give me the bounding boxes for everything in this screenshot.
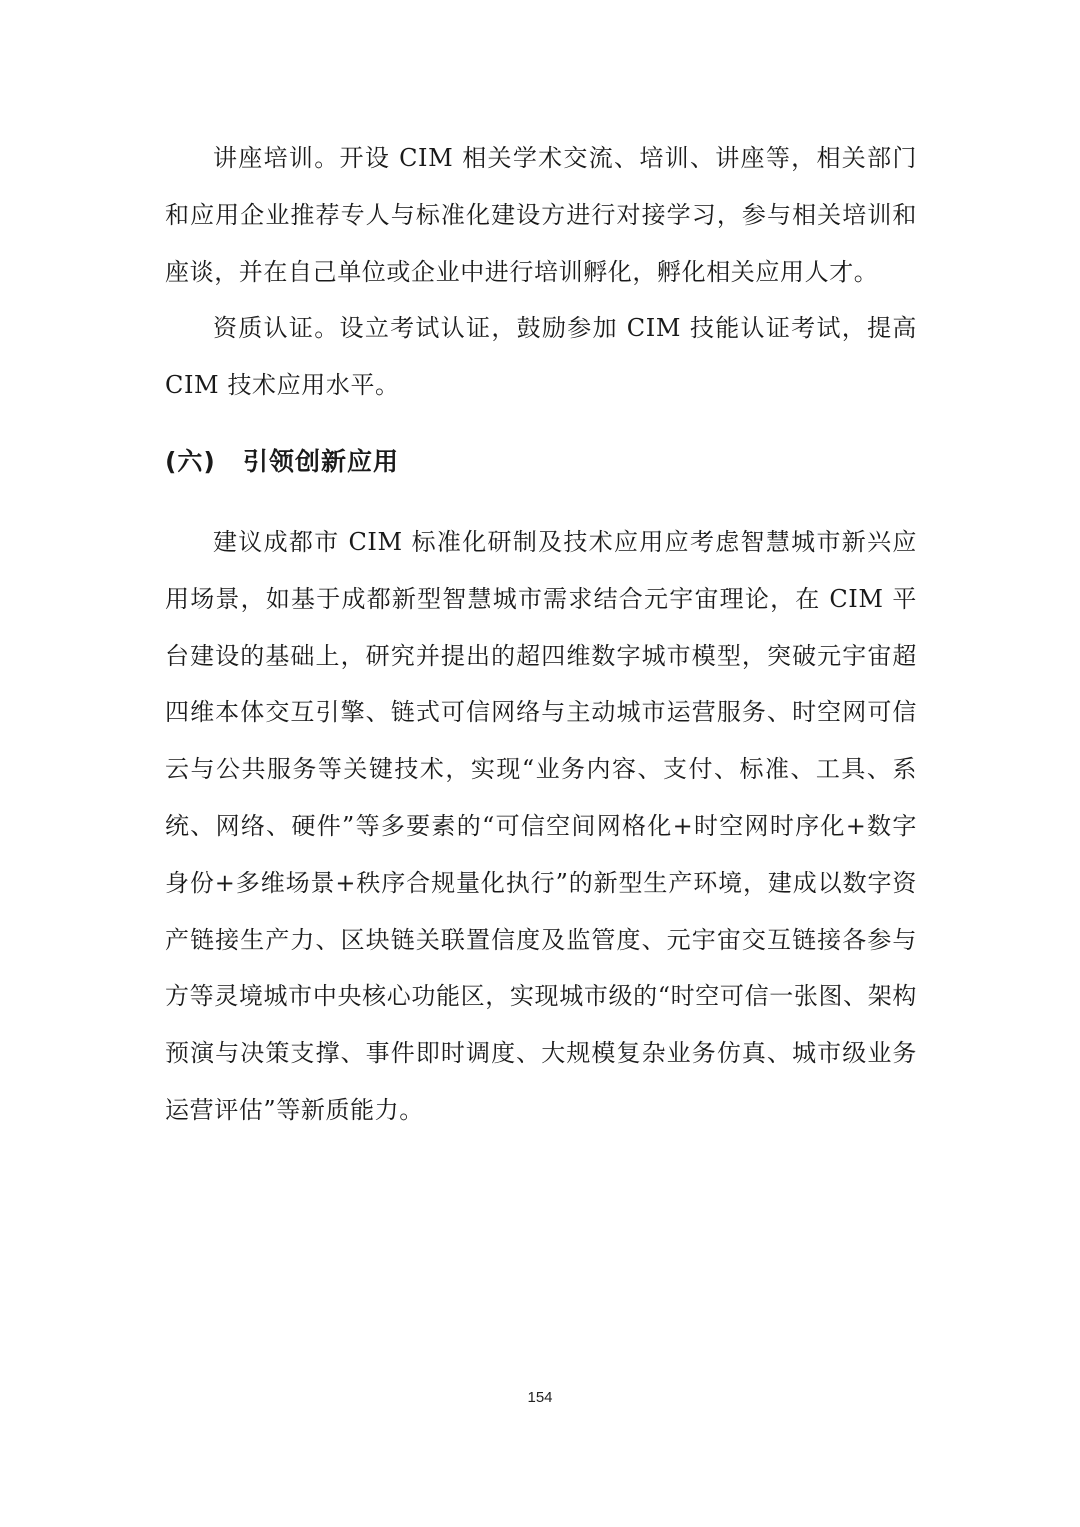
paragraph-innovation-application: 建议成都市 CIM 标准化研制及技术应用应考虑智慧城市新兴应用场景，如基于成都新型智慧城市需求结合元宇宙理论，在 CIM 平台建设的基础上，研究并提出的超四维数字城市模型，突破元宇宙超四维本体交互引擎、链式可信网络与主动城市运营服务、时空网可信云与公共服务等关键技术，实现“业务内容、支付、标准、工具、系统、网络、硬件”等多要素的“可信空间网格化+时空网时序化+数字身份+多维场景+秩序合规量化执行”的新型生产环境，建成以数字资产链接生产力、区块链关联置信度及监管度、元宇宙交互链接各参与方等灵境城市中央核心功能区，实现城市级的“时空可信一张图、架构预演与决策支撑、事件即时调度、大规模复杂业务仿真、城市级业务运营评估”等新质能力。 [165, 527, 917, 1124]
section-title: 引领创新应用 [243, 446, 400, 476]
paragraph-qualification-certification: 资质认证。设立考试认证，鼓励参加 CIM 技能认证考试，提高 CIM 技术应用水平。 [165, 314, 917, 400]
page-content [165, 130, 917, 1139]
page-number: 154 [527, 1389, 553, 1406]
section-heading [165, 438, 917, 486]
section-number: (六) [165, 446, 216, 476]
paragraph-lecture-training: 讲座培训。开设 CIM 相关学术交流、培训、讲座等，相关部门和应用企业推荐专人与标准化建设方进行对接学习，参与相关培训和座谈，并在自己单位或企业中进行培训孵化，孵化相关应用人才。 [165, 144, 917, 286]
